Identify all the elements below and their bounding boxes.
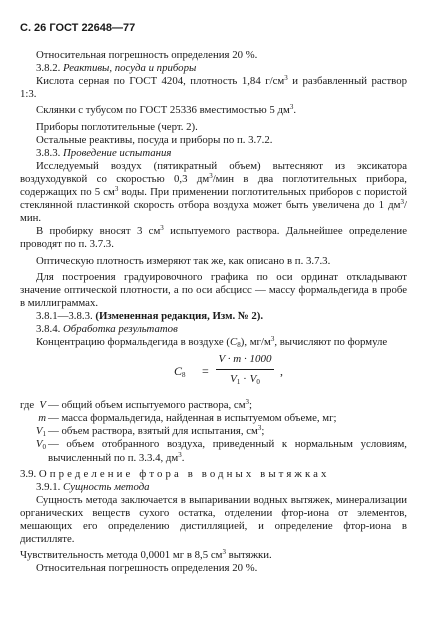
text-run: испытуемого раствора. Дальнейшее определение проводят по п. 3.7.3. (20, 225, 407, 251)
formula-comma: , (280, 364, 283, 379)
def-text (48, 438, 407, 464)
def-symbol (20, 438, 48, 464)
text-run: Исследуемый воздух (пятикратный объем) вытесняют из эксикатора воздуходувкой со скоростью 0,3 дм (20, 159, 407, 185)
paragraph: Относительная погрешность определения 20 %. (36, 562, 258, 575)
subscript: 0 (42, 443, 46, 452)
superscript: 3 (114, 185, 119, 194)
amendment-text: (Измененная редакция, Изм. № 2). (95, 309, 264, 322)
section-heading (20, 323, 407, 336)
superscript: 3 (245, 398, 250, 407)
section-number: 3.9.1. (36, 480, 63, 493)
math-symbol: m (38, 412, 46, 425)
text-run: объем отобранного воздуха, приведенный к нормальным условиям, вычисленный по п. 3.3.4, дм (48, 438, 407, 464)
superscript: 3 (284, 74, 288, 83)
paragraph: Приборы поглотительные (черт. 2). (36, 120, 198, 133)
paragraph: Для построения градуировочного графика по оси ординат откладывают значение оптической плотности, а по оси абсцисс — массу формальдегида в пробе в миллиграммах. (20, 270, 407, 309)
math-symbol: C (174, 364, 183, 379)
definition-row (20, 412, 407, 425)
paragraph (20, 160, 407, 225)
paragraph (20, 225, 407, 251)
paragraph (20, 549, 407, 562)
superscript: 3 (222, 548, 226, 557)
text-run: Кислота серная по ГОСТ 4204, плотность 1,84 г/см (36, 75, 285, 88)
def-symbol (20, 412, 48, 425)
amendment-note (20, 310, 407, 323)
subscript: 8 (237, 341, 241, 350)
text-run: . (293, 104, 297, 117)
section-heading (20, 468, 407, 481)
text-run: /мин в два поглотительных прибора, содержащих по 5 см (20, 172, 407, 199)
formula-numerator: V · m · 1000 (218, 353, 272, 366)
text-run: ), мг/м (240, 336, 271, 349)
section-heading (20, 481, 407, 494)
variable-definitions (20, 399, 407, 464)
paragraph: Относительная погрешность определения 20 %. (36, 49, 258, 62)
definition-row (20, 438, 407, 464)
section-title: Определение фтора в водных вытяжках (38, 467, 330, 480)
superscript: 3 (257, 424, 262, 433)
text-run: В пробирку вносят 3 см (36, 225, 161, 238)
text-run: ; (261, 425, 265, 438)
text-run: масса формальдегида, найденная в испытуемом объеме, мг; (58, 412, 337, 425)
text-run: — (48, 399, 59, 412)
section-number: 3.8.4. (36, 322, 63, 335)
text-run: ; (249, 399, 253, 412)
fraction-bar (216, 369, 274, 370)
superscript: 3 (178, 450, 182, 459)
paragraph (20, 336, 407, 349)
math-symbol: V (35, 438, 43, 451)
text-run: общий объем испытуемого раствора, см (58, 399, 246, 412)
paragraph (20, 104, 407, 117)
formula-denominator (216, 373, 274, 387)
subscript: 8 (182, 371, 186, 380)
math-operator: · (240, 373, 250, 386)
formula-fraction (216, 353, 274, 387)
text-run: 3.8.1—3.8.3. (36, 309, 96, 322)
text-run: — (48, 438, 59, 451)
superscript: 3 (209, 171, 213, 180)
section-title: Проведение испытания (63, 146, 172, 159)
where-label: где (20, 399, 35, 412)
text-run: , вычисляют по формуле (274, 336, 388, 349)
paragraph: Сущность метода заключается в выпаривании водных вытяжек, минерализации органических веществ сухого остатка, отделении фтор-иона от элементов, мешающих его определению дистилляцией, и определение фтор-иона в дистилляте. (20, 493, 407, 546)
def-text (48, 399, 407, 412)
section-title: Сущность метода (63, 480, 150, 493)
text-run: вытяжки. (225, 549, 272, 562)
superscript: 3 (160, 224, 164, 233)
subscript: 1 (42, 430, 46, 439)
text-run: — (48, 425, 59, 438)
math-symbol: V (249, 373, 257, 386)
math-symbol: V (39, 399, 46, 412)
definition-row (20, 425, 407, 438)
section-title: Реактивы, посуда и приборы (63, 62, 197, 75)
superscript: 3 (400, 198, 404, 207)
subscript: 0 (256, 378, 260, 387)
superscript: 3 (270, 335, 275, 344)
formula (20, 353, 407, 393)
definition-row (20, 399, 407, 412)
superscript: 3 (289, 103, 294, 112)
math-symbol: V (35, 425, 43, 438)
text-run: — (48, 412, 59, 425)
section-number: 3.8.2. (36, 62, 63, 75)
text-run: воды. При применении поглотительных приборов с пористой стеклянной пластинкой скорость отбора воздуха может быть увеличена до 1 дм (20, 186, 407, 212)
subscript: 1 (236, 378, 241, 387)
section-heading (20, 62, 407, 75)
section-number: 3.8.3. (36, 146, 63, 159)
text-run: /мин. (20, 199, 407, 225)
text-run: и разбавленный раствор 1:3. (20, 75, 407, 101)
paragraph: Оптическую плотность измеряют так же, как описано в п. 3.7.3. (36, 254, 331, 267)
text-run: объем раствора, взятый для испытания, см (58, 425, 258, 438)
math-symbol: C (230, 336, 238, 349)
text-run: Чувствительность метода 0,0001 мг в 8,5 см (20, 549, 223, 562)
text-run: Концентрацию формальдегида в воздухе ( (36, 336, 231, 349)
formula-lhs (174, 365, 186, 378)
def-text (48, 412, 407, 425)
def-text (48, 425, 407, 438)
text-run: Склянки с тубусом по ГОСТ 25336 вместимостью 5 дм (36, 104, 290, 117)
formula-equals: = (202, 364, 209, 379)
paragraph: Остальные реактивы, посуда и приборы по п. 3.7.2. (36, 133, 273, 146)
page-header: С. 26 ГОСТ 22648—77 (20, 22, 136, 34)
section-number: 3.9. (20, 467, 39, 480)
def-symbol (34, 399, 48, 412)
def-symbol (20, 425, 48, 438)
section-title: Обработка результатов (63, 322, 178, 335)
paragraph (20, 75, 407, 101)
section-heading (20, 147, 407, 160)
text-run: . (181, 451, 185, 464)
math-symbol: V (230, 373, 237, 386)
